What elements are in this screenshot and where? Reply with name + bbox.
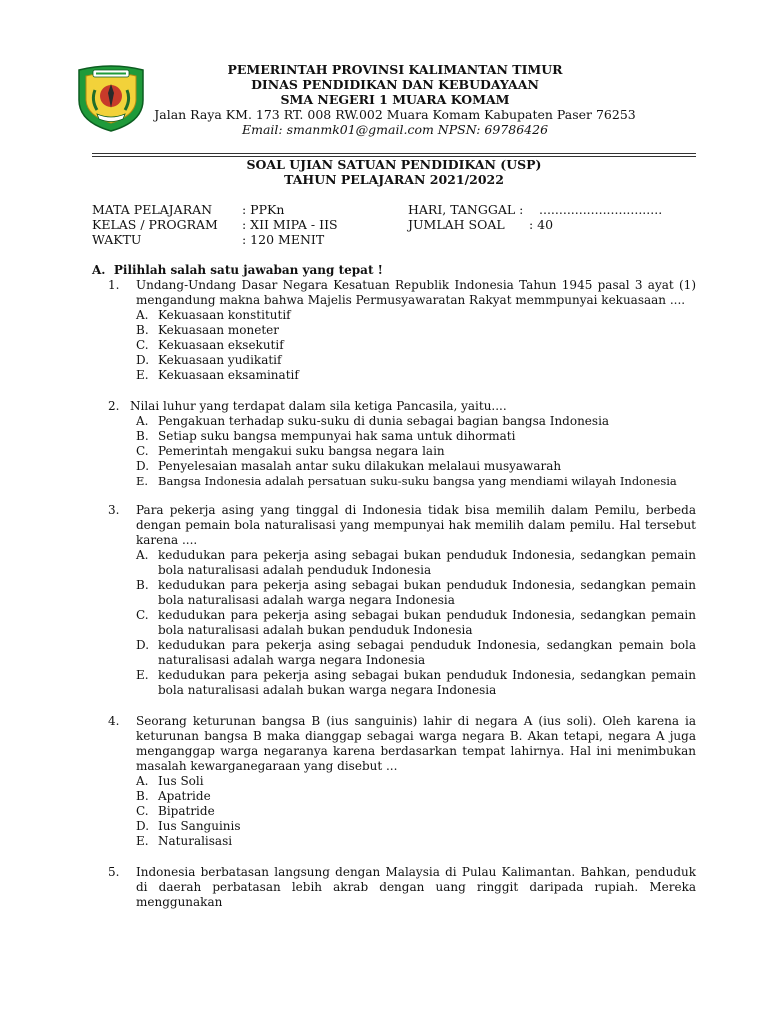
- option-e: E. Naturalisasi: [136, 834, 233, 848]
- class-label: KELAS / PROGRAM: [92, 217, 218, 232]
- letterhead-line-2: DINAS PENDIDIKAN DAN KEBUDAYAAN: [251, 77, 539, 92]
- subject-label: MATA PELAJARAN: [92, 202, 213, 217]
- question-2: [108, 399, 696, 489]
- time-value: : 120 MENIT: [242, 232, 325, 247]
- question-3: [108, 503, 696, 698]
- option-b: B. Setiap suku bangsa mempunyai hak sama untuk dihormati: [136, 429, 516, 443]
- header-divider-top: [92, 153, 696, 154]
- exam-year: TAHUN PELAJARAN 2021/2022: [284, 172, 504, 187]
- question-5: [108, 865, 696, 910]
- option-d: D. kedudukan para pekerja asing sebagai penduduk Indonesia, sedangkan pemain bola naturalisasi adalah warga negara Indonesia: [136, 638, 696, 667]
- question-number: 2.: [108, 399, 120, 413]
- option-d: D. Penyelesaian masalah antar suku dilakukan melalaui musyawarah: [136, 459, 562, 473]
- option-c: C. Kekuasaan eksekutif: [136, 338, 284, 352]
- option-b: B. Kekuasaan moneter: [136, 323, 280, 337]
- question-number: 3.: [108, 503, 120, 517]
- subject-value: : PPKn: [242, 202, 285, 217]
- question-stem: Indonesia berbatasan langsung dengan Malaysia di Pulau Kalimantan. Bahkan, penduduk di daerah perbatasan lebih akrab dengan uang ringgit daripada rupiah. Mereka menggunakan: [136, 865, 696, 909]
- count-label: JUMLAH SOAL: [408, 217, 505, 232]
- option-e: E. kedudukan para pekerja asing sebagai bukan penduduk Indonesia, sedangkan pemain bola naturalisasi adalah bukan warga negara Indonesia: [136, 668, 696, 697]
- section-instruction: Pilihlah salah satu jawaban yang tepat !: [113, 263, 383, 277]
- time-label: WAKTU: [92, 232, 142, 247]
- option-e: E. Kekuasaan eksaminatif: [136, 368, 299, 382]
- question-number: 4.: [108, 714, 120, 728]
- letterhead-contact: Email: smanmk01@gmail.com NPSN: 69786426: [241, 122, 549, 137]
- option-d: D. Kekuasaan yudikatif: [136, 353, 282, 367]
- option-b: B. kedudukan para pekerja asing sebagai bukan penduduk Indonesia, sedangkan pemain bola naturalisasi adalah warga negara Indonesia: [136, 578, 696, 607]
- option-d: D. Ius Sanguinis: [136, 819, 241, 833]
- class-value: : XII MIPA - IIS: [242, 217, 338, 232]
- day-value: ...............................: [539, 202, 663, 217]
- exam-title: SOAL UJIAN SATUAN PENDIDIKAN (USP): [246, 157, 542, 172]
- letterhead-address: Jalan Raya KM. 173 RT. 008 RW.002 Muara Komam Kabupaten Paser 76253: [154, 107, 636, 122]
- question-stem: Para pekerja asing yang tinggal di Indonesia tidak bisa memilih dalam Pemilu, berbeda dengan pemain bola naturalisasi yang mempunyai hak memilih dalam pemilu. Hal tersebut karena ....: [136, 503, 696, 547]
- option-c: C. Bipatride: [136, 804, 215, 818]
- day-label: HARI, TANGGAL :: [408, 202, 524, 217]
- letterhead-line-3: SMA NEGERI 1 MUARA KOMAM: [280, 92, 510, 107]
- option-b: B. Apatride: [136, 789, 211, 803]
- option-c: C. Pemerintah mengakui suku bangsa negara lain: [136, 444, 445, 458]
- question-number: 5.: [108, 865, 120, 879]
- section-heading: [92, 263, 383, 278]
- question-stem: Undang-Undang Dasar Negara Kesatuan Republik Indonesia Tahun 1945 pasal 3 ayat (1) mengandung makna bahwa Majelis Permusyawaratan Rakyat memmpunyai kekuasaan ....: [136, 278, 696, 307]
- option-e: E. Bangsa Indonesia adalah persatuan suku-suku bangsa yang mendiami wilayah Indonesia: [136, 474, 677, 488]
- letterhead-line-1: PEMERINTAH PROVINSI KALIMANTAN TIMUR: [227, 62, 563, 77]
- question-stem: Nilai luhur yang terdapat dalam sila ketiga Pancasila, yaitu....: [130, 399, 507, 413]
- question-stem: Seorang keturunan bangsa B (ius sanguinis) lahir di negara A (ius soli). Oleh karena ia keturunan bangsa B maka dianggap sebagai warga negara B. Akan tetapi, negara A juga menganggap warga negaranya karena berdasarkan tempat lahirnya. Hal ini menimbukan masalah kewarganegaraan yang disebut ...: [136, 714, 696, 773]
- question-1: [108, 278, 696, 383]
- question-number: 1.: [108, 278, 120, 292]
- section-label: A.: [92, 263, 106, 277]
- option-c: C. kedudukan para pekerja asing sebagai bukan penduduk Indonesia, sedangkan pemain bola naturalisasi adalah bukan penduduk Indonesia: [136, 608, 696, 637]
- option-a: A. Ius Soli: [136, 774, 204, 788]
- provincial-logo-icon: [73, 60, 149, 132]
- option-a: A. Pengakuan terhadap suku-suku di dunia sebagai bagian bangsa Indonesia: [136, 414, 610, 428]
- question-4: [108, 714, 696, 849]
- count-value: : 40: [529, 217, 554, 232]
- exam-title-block: [92, 157, 696, 187]
- letterhead: [150, 62, 640, 137]
- option-a: A. kedudukan para pekerja asing sebagai bukan penduduk Indonesia, sedangkan pemain bola naturalisasi adalah penduduk Indonesia: [136, 548, 696, 577]
- option-a: A. Kekuasaan konstitutif: [136, 308, 291, 322]
